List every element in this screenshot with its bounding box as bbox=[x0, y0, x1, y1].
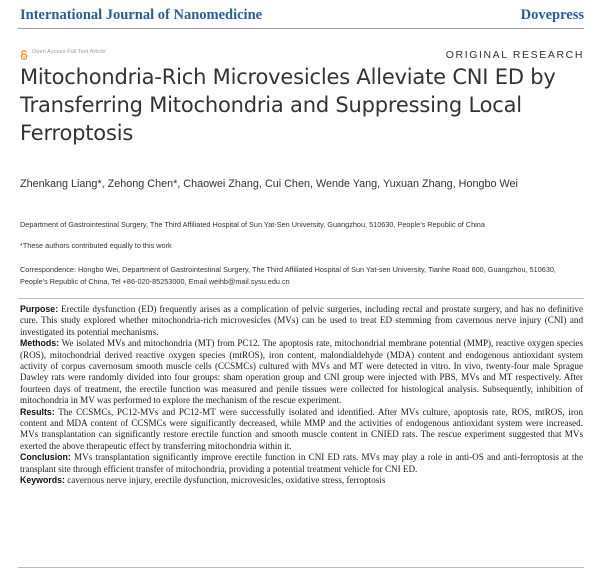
open-access-lock-icon bbox=[20, 47, 28, 57]
author: Chaowei Zhang, bbox=[183, 178, 262, 190]
abstract-bottom-divider bbox=[18, 567, 584, 568]
author: Zhenkang Liang*, bbox=[20, 178, 105, 190]
purpose-text: Erectile dysfunction (ED) frequently arises as a complication of pelvic surgeries, including rectal and prostate surgery, and has no definitive cure. This study explored whether mitochondria-rich microvesicles (MVs) can be used to treat ED stemming from cavernous nerve injury (CNI) and investigated its potential mechanisms. bbox=[20, 304, 583, 337]
methods-label: Methods: bbox=[20, 338, 60, 349]
author: Hongbo Wei bbox=[458, 178, 518, 190]
keywords-text: cavernous nerve injury, erectile dysfunction, microvesicles, oxidative stress, ferroptosis bbox=[67, 475, 386, 486]
conclusion-text: MVs transplantation significantly improve erectile function in CNI ED rats. MVs may play a role in anti-OS and anti-ferroptosis at the transplant site through efficient transfer of mitochondria, providing a potential treatment vehicle for CNI ED. bbox=[20, 452, 583, 474]
methods-text: We isolated MVs and mitochondria (MT) from PC12. The apoptosis rate, mitochondrial membrane potential (MMP), reactive oxygen species (ROS), mitochondrial derived reactive oxygen species (mtROS), iron content, malondialdehyde (MDA) content and endogenous antioxidant system activity of corpus cavernosum smooth muscle cells (CCSMCs) cultured with MVs and MT were detected in vitro. In vivo, twenty-four male Sprague Dawley rats were randomly divided into four groups: sham operation group and CNI group were injected with PBS, MVs and MT respectively. After fourteen days of treatment, the erectile function was measured and penile tissues were collected for histological analysis. Subsequently, inhibition of mitochondria in MV was performed to explore the mechanism of the rescue experiment. bbox=[20, 338, 584, 406]
results-text: The CCSMCs, PC12-MVs and PC12-MT were successfully isolated and identified. After MVs culture, apoptosis rate, ROS, mtROS, iron content and MDA content of CCSMCs were significantly decreased, while MMP and the activities of endogenous antioxidant system were increased. MVs transplantation can significantly restore erectile function and smooth muscle content in CNIED rats. The rescue experiment suggested that MVs exerted the above therapeutic effect by transferring mitochondria within it. bbox=[20, 406, 583, 451]
article-type: ORIGINAL RESEARCH bbox=[445, 49, 584, 61]
open-access-badge bbox=[20, 47, 106, 57]
abstract-results bbox=[20, 407, 583, 453]
abstract-top-divider bbox=[18, 298, 584, 299]
author: Yuxuan Zhang, bbox=[383, 178, 456, 190]
purpose-label: Purpose: bbox=[20, 304, 59, 314]
abstract bbox=[20, 304, 583, 487]
abstract-conclusion bbox=[20, 452, 583, 475]
author: Cui Chen, bbox=[264, 178, 313, 190]
abstract-purpose bbox=[20, 304, 583, 338]
journal-name: International Journal of Nanomedicine bbox=[20, 7, 263, 23]
author: Wende Yang, bbox=[315, 178, 381, 190]
conclusion-label: Conclusion: bbox=[20, 452, 71, 463]
header-divider bbox=[18, 28, 584, 29]
publisher-name: Dovepress bbox=[520, 7, 584, 23]
results-label: Results: bbox=[20, 406, 55, 417]
affiliation: Department of Gastrointestinal Surgery, The Third Affiliated Hospital of Sun Yat-Sen University, Guangzhou, 510630, People's Republic of China bbox=[20, 220, 485, 229]
abstract-keywords bbox=[20, 475, 583, 486]
keywords-label: Keywords: bbox=[20, 475, 65, 486]
article-title: Mitochondria-Rich Microvesicles Alleviate CNI ED by Transferring Mitochondria and Suppressing Local Ferroptosis bbox=[20, 65, 556, 145]
correspondence: Correspondence: Hongbo Wei, Department of Gastrointestinal Surgery, The Third Affiliated Hospital of Sun Yat-sen University, Tianhe Road 600, Guangzhou, 510630, People's Republic of China, Tel +86-020-85253000, Email weihb@mail.sysu.edu.cn bbox=[20, 265, 556, 286]
author: Zehong Chen*, bbox=[107, 178, 181, 190]
author-list bbox=[20, 176, 540, 193]
abstract-methods bbox=[20, 338, 583, 406]
equal-contribution-note: *These authors contributed equally to this work bbox=[20, 241, 172, 250]
open-access-label: Open Access Full Text Article bbox=[32, 49, 106, 55]
